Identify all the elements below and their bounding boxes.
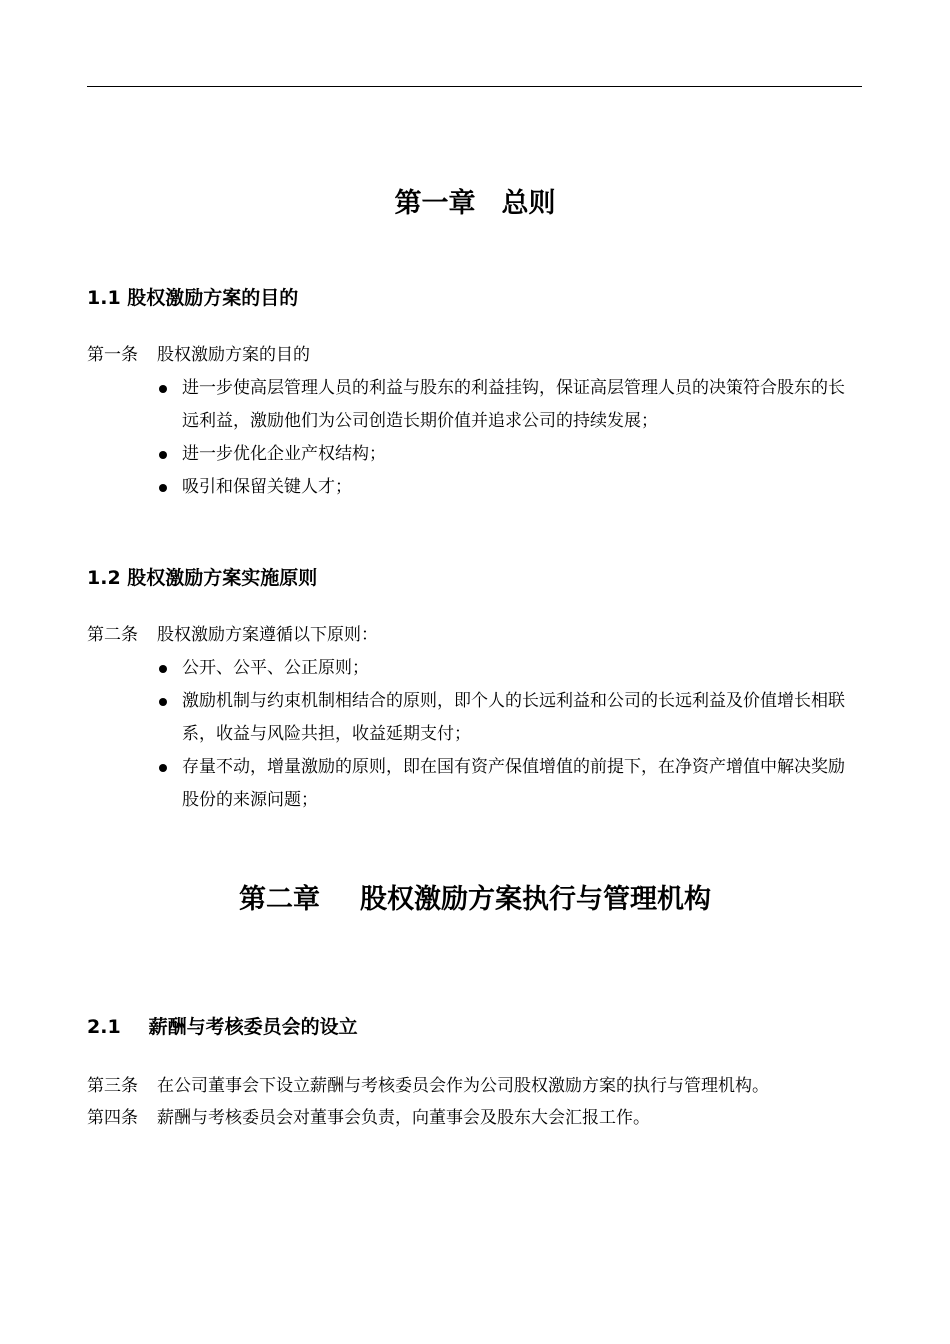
article-2-text: 股权激励方案遵循以下原则：	[157, 625, 378, 645]
article-1-text: 股权激励方案的目的	[157, 345, 310, 365]
article-1	[87, 343, 310, 367]
section-2-1-heading	[87, 1014, 358, 1040]
list-item: 进一步使高层管理人员的利益与股东的利益挂钩，保证高层管理人员的决策符合股东的长远利益，激励他们为公司创造长期价值并追求公司的持续发展；	[157, 372, 857, 438]
article-2-label: 第二条	[87, 625, 138, 645]
section-1-1-list	[157, 372, 857, 504]
list-item: 存量不动，增量激励的原则，即在国有资产保值增值的前提下，在净资产增值中解决奖励股份的来源问题；	[157, 751, 857, 817]
section-1-1-heading: 1.1 股权激励方案的目的	[87, 287, 299, 309]
list-item: 进一步优化企业产权结构；	[157, 438, 857, 471]
section-2-1-title: 薪酬与考核委员会的设立	[148, 1016, 358, 1038]
header-rule	[87, 86, 862, 87]
chapter-1-title	[0, 186, 950, 222]
section-1-2-heading: 1.2 股权激励方案实施原则	[87, 567, 318, 589]
list-item: 吸引和保留关键人才；	[157, 471, 857, 504]
article-1-label: 第一条	[87, 345, 138, 365]
section-2-1-number: 2.1	[87, 1016, 121, 1038]
section-1-2-list	[157, 652, 857, 817]
article-4-label: 第四条	[87, 1108, 138, 1128]
chapter-1-number: 第一章	[394, 188, 476, 219]
list-item: 激励机制与约束机制相结合的原则，即个人的长远利益和公司的长远利益及价值增长相联系，收益与风险共担，收益延期支付；	[157, 685, 857, 751]
article-4-text: 薪酬与考核委员会对董事会负责，向董事会及股东大会汇报工作。	[157, 1108, 650, 1128]
article-3	[87, 1074, 769, 1098]
chapter-2-number: 第二章	[239, 884, 320, 915]
chapter-2-title	[0, 882, 950, 918]
list-item: 公开、公平、公正原则；	[157, 652, 857, 685]
chapter-1-name: 总则	[501, 188, 556, 219]
article-3-text: 在公司董事会下设立薪酬与考核委员会作为公司股权激励方案的执行与管理机构。	[157, 1076, 769, 1096]
article-4	[87, 1106, 650, 1130]
article-3-label: 第三条	[87, 1076, 138, 1096]
article-2	[87, 623, 378, 647]
chapter-2-name: 股权激励方案执行与管理机构	[360, 884, 711, 915]
